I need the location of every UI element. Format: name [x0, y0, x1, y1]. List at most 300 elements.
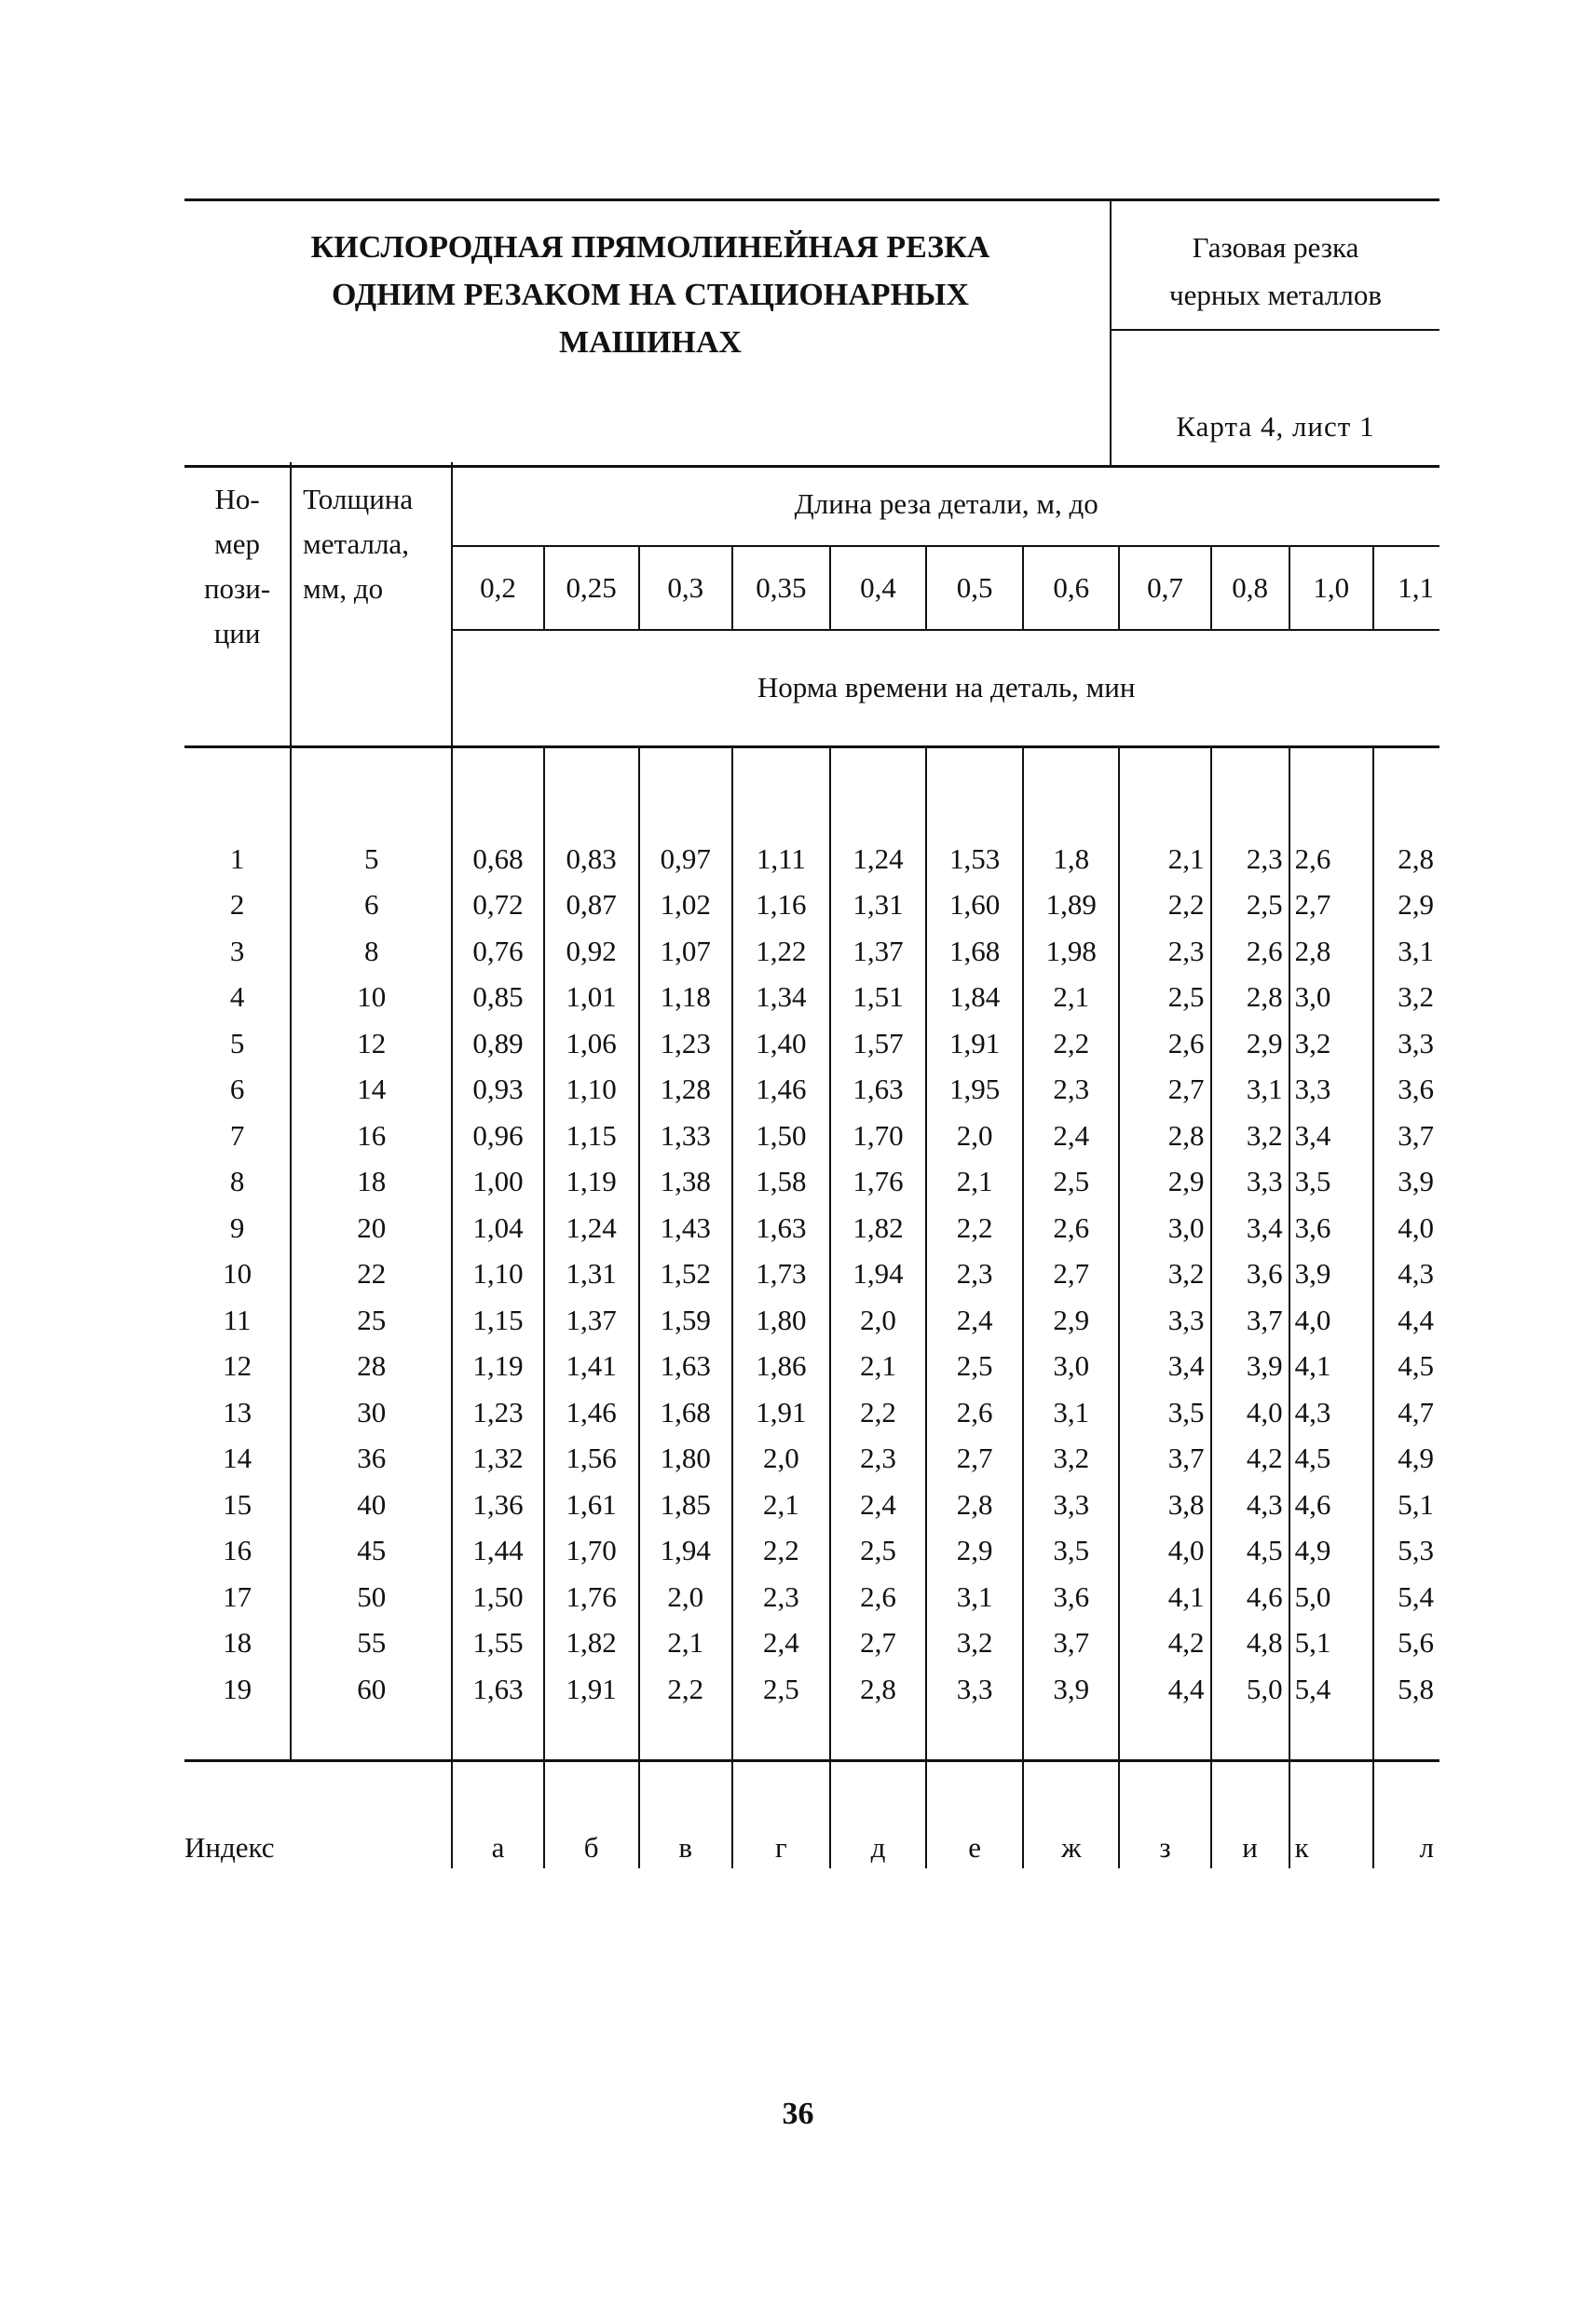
time-value-cell: 1,85	[639, 1482, 732, 1528]
time-value-cell: 2,0	[926, 1113, 1023, 1159]
card-number: Карта 4, лист 1	[1176, 410, 1375, 443]
time-value-cell: 5,1	[1289, 1620, 1373, 1667]
position-cell: 13	[223, 1395, 252, 1428]
time-value-cell: 1,86	[732, 1344, 830, 1390]
time-value-cell: 1,91	[544, 1666, 639, 1713]
time-value-cell: 3,9	[1023, 1666, 1119, 1713]
time-value-cell: 1,52	[639, 1251, 732, 1298]
thickness-cell: 12	[291, 1020, 452, 1067]
time-value-cell: 1,55	[452, 1620, 543, 1667]
time-value-cell: 4,0	[1211, 1389, 1289, 1436]
time-value-cell: 4,1	[1289, 1344, 1373, 1390]
time-value-cell: 1,68	[639, 1389, 732, 1436]
table-row	[184, 1620, 1439, 1667]
index-cell: и	[1211, 1761, 1289, 1869]
time-value-cell: 5,0	[1211, 1666, 1289, 1713]
position-cell: 5	[229, 1026, 245, 1059]
time-value-cell: 3,3	[1211, 1159, 1289, 1206]
time-value-cell: 1,94	[830, 1251, 926, 1298]
time-value-cell: 1,98	[1023, 928, 1119, 975]
thickness-cell: 60	[291, 1666, 452, 1713]
time-value-cell: 4,7	[1373, 1389, 1439, 1436]
time-value-cell: 1,91	[732, 1389, 830, 1436]
index-cell: в	[639, 1761, 732, 1869]
time-value-cell: 0,83	[544, 836, 639, 882]
time-value-cell: 1,56	[544, 1436, 639, 1483]
time-value-cell: 3,7	[1373, 1113, 1439, 1159]
table-row	[184, 1297, 1439, 1344]
time-value-cell: 3,6	[1211, 1251, 1289, 1298]
time-value-cell: 1,95	[926, 1067, 1023, 1114]
time-value-cell: 2,2	[1119, 882, 1210, 929]
length-value: 1,0	[1289, 546, 1373, 630]
time-value-cell: 2,0	[732, 1436, 830, 1483]
position-cell: 8	[229, 1165, 245, 1198]
time-value-cell: 1,70	[544, 1528, 639, 1575]
position-cell: 15	[223, 1487, 252, 1521]
time-value-cell: 1,57	[830, 1020, 926, 1067]
table-row	[184, 1574, 1439, 1620]
time-value-cell: 0,87	[544, 882, 639, 929]
time-value-cell: 2,6	[1023, 1205, 1119, 1251]
time-value-cell: 5,3	[1373, 1528, 1439, 1575]
time-value-cell: 1,94	[639, 1528, 732, 1575]
length-value: 0,3	[639, 546, 732, 630]
time-value-cell: 1,28	[639, 1067, 732, 1114]
time-value-cell: 0,93	[452, 1067, 543, 1114]
time-value-cell: 5,1	[1373, 1482, 1439, 1528]
thickness-cell: 25	[291, 1297, 452, 1344]
length-value: 0,25	[544, 546, 639, 630]
time-value-cell: 2,9	[926, 1528, 1023, 1575]
time-value-cell: 2,4	[830, 1482, 926, 1528]
document-title	[184, 224, 1116, 366]
time-value-cell: 2,8	[1373, 836, 1439, 882]
time-value-cell: 1,23	[452, 1389, 543, 1436]
time-value-cell: 1,38	[639, 1159, 732, 1206]
time-value-cell: 1,40	[732, 1020, 830, 1067]
length-value: 0,2	[452, 546, 543, 630]
time-value-cell: 1,37	[830, 928, 926, 975]
time-value-cell: 3,2	[1211, 1113, 1289, 1159]
time-value-cell: 1,04	[452, 1205, 543, 1251]
time-value-cell: 2,8	[1289, 928, 1373, 975]
time-value-cell: 2,4	[1023, 1113, 1119, 1159]
table-row	[184, 1205, 1439, 1251]
position-cell: 4	[229, 980, 245, 1014]
time-value-cell: 5,0	[1289, 1574, 1373, 1620]
time-value-cell: 1,33	[639, 1113, 732, 1159]
time-value-cell: 1,22	[732, 928, 830, 975]
time-value-cell: 1,63	[639, 1344, 732, 1390]
time-value-cell: 3,3	[1119, 1297, 1210, 1344]
time-value-cell: 1,16	[732, 882, 830, 929]
time-value-cell: 2,1	[1119, 836, 1210, 882]
time-value-cell: 2,5	[830, 1528, 926, 1575]
time-value-cell: 1,31	[544, 1251, 639, 1298]
time-value-cell: 1,8	[1023, 836, 1119, 882]
thickness-column-header	[291, 462, 452, 746]
time-value-cell: 3,0	[1119, 1205, 1210, 1251]
header-rule	[1112, 329, 1439, 331]
length-value: 0,7	[1119, 546, 1210, 630]
time-value-cell: 1,53	[926, 836, 1023, 882]
time-value-cell: 1,63	[732, 1205, 830, 1251]
table-row	[184, 1344, 1439, 1390]
position-cell: 16	[223, 1534, 252, 1567]
time-value-cell: 1,50	[452, 1574, 543, 1620]
time-value-cell: 4,3	[1373, 1251, 1439, 1298]
time-value-cell: 1,61	[544, 1482, 639, 1528]
time-value-cell: 1,19	[452, 1344, 543, 1390]
time-value-cell: 1,80	[732, 1297, 830, 1344]
time-value-cell: 1,46	[732, 1067, 830, 1114]
time-value-cell: 1,46	[544, 1389, 639, 1436]
time-value-cell: 2,1	[1023, 975, 1119, 1021]
time-value-cell: 4,0	[1119, 1528, 1210, 1575]
title-line-1: КИСЛОРОДНАЯ ПРЯМОЛИНЕЙНАЯ РЕЗКА	[310, 230, 990, 265]
thickness-cell: 40	[291, 1482, 452, 1528]
time-value-cell: 0,92	[544, 928, 639, 975]
section-name	[1112, 224, 1439, 319]
index-cell: ж	[1023, 1761, 1119, 1869]
time-value-cell: 4,9	[1289, 1528, 1373, 1575]
position-cell: 1	[229, 841, 245, 875]
time-value-cell: 4,4	[1373, 1297, 1439, 1344]
table-row	[184, 1067, 1439, 1114]
body-spacer-bottom	[184, 1713, 1439, 1761]
time-value-cell: 1,19	[544, 1159, 639, 1206]
time-value-cell: 3,0	[1289, 975, 1373, 1021]
time-value-cell: 3,2	[1373, 975, 1439, 1021]
time-value-cell: 2,2	[926, 1205, 1023, 1251]
time-value-cell: 2,6	[830, 1574, 926, 1620]
time-value-cell: 2,7	[1023, 1251, 1119, 1298]
time-value-cell: 4,3	[1211, 1482, 1289, 1528]
position-header-line-3: пози-	[203, 572, 271, 605]
time-value-cell: 3,9	[1289, 1251, 1373, 1298]
page-number: 36	[782, 2097, 814, 2131]
time-value-cell: 2,7	[830, 1620, 926, 1667]
norm-caption: Норма времени на деталь, мин	[452, 630, 1439, 746]
time-value-cell: 1,84	[926, 975, 1023, 1021]
thickness-cell: 6	[291, 882, 452, 929]
time-value-cell: 0,76	[452, 928, 543, 975]
time-value-cell: 3,8	[1119, 1482, 1210, 1528]
time-value-cell: 1,82	[830, 1205, 926, 1251]
time-value-cell: 2,5	[1023, 1159, 1119, 1206]
thickness-cell: 50	[291, 1574, 452, 1620]
time-value-cell: 4,6	[1211, 1574, 1289, 1620]
time-value-cell: 3,9	[1211, 1344, 1289, 1390]
time-value-cell: 2,9	[1373, 882, 1439, 929]
thickness-cell: 10	[291, 975, 452, 1021]
time-value-cell: 2,8	[1119, 1113, 1210, 1159]
position-cell: 19	[223, 1672, 252, 1705]
time-value-cell: 3,5	[1289, 1159, 1373, 1206]
time-value-cell: 1,37	[544, 1297, 639, 1344]
time-value-cell: 1,41	[544, 1344, 639, 1390]
time-value-cell: 2,5	[1119, 975, 1210, 1021]
time-value-cell: 1,00	[452, 1159, 543, 1206]
time-value-cell: 1,58	[732, 1159, 830, 1206]
table-row	[184, 1666, 1439, 1713]
time-value-cell: 2,4	[926, 1297, 1023, 1344]
time-value-cell: 1,36	[452, 1482, 543, 1528]
time-value-cell: 1,89	[1023, 882, 1119, 929]
time-value-cell: 3,5	[1119, 1389, 1210, 1436]
time-value-cell: 3,4	[1289, 1113, 1373, 1159]
table-row	[184, 1159, 1439, 1206]
time-value-cell: 2,4	[732, 1620, 830, 1667]
time-value-cell: 2,2	[639, 1666, 732, 1713]
time-value-cell: 1,80	[639, 1436, 732, 1483]
index-row	[184, 1761, 1439, 1869]
index-cell: л	[1373, 1761, 1439, 1869]
time-value-cell: 2,1	[639, 1620, 732, 1667]
time-value-cell: 3,3	[926, 1666, 1023, 1713]
time-value-cell: 1,07	[639, 928, 732, 975]
time-value-cell: 5,8	[1373, 1666, 1439, 1713]
thickness-cell: 45	[291, 1528, 452, 1575]
time-value-cell: 2,7	[926, 1436, 1023, 1483]
length-caption: Длина реза детали, м, до	[452, 462, 1439, 546]
position-cell: 17	[223, 1579, 252, 1613]
title-line-3: МАШИНАХ	[559, 325, 742, 360]
table-row	[184, 1528, 1439, 1575]
time-value-cell: 1,24	[544, 1205, 639, 1251]
title-line-2: ОДНИМ РЕЗАКОМ НА СТАЦИОНАРНЫХ	[332, 278, 969, 312]
time-value-cell: 5,4	[1289, 1666, 1373, 1713]
time-value-cell: 3,3	[1289, 1067, 1373, 1114]
time-value-cell: 1,23	[639, 1020, 732, 1067]
time-value-cell: 2,7	[1119, 1067, 1210, 1114]
index-cell: г	[732, 1761, 830, 1869]
time-value-cell: 4,3	[1289, 1389, 1373, 1436]
table-row	[184, 975, 1439, 1021]
time-value-cell: 1,10	[544, 1067, 639, 1114]
time-value-cell: 1,43	[639, 1205, 732, 1251]
time-value-cell: 5,6	[1373, 1620, 1439, 1667]
section-line-1: Газовая резка	[1192, 231, 1359, 264]
time-value-cell: 1,24	[830, 836, 926, 882]
time-value-cell: 3,5	[1023, 1528, 1119, 1575]
thickness-cell: 5	[291, 836, 452, 882]
time-value-cell: 2,7	[1289, 882, 1373, 929]
length-value: 0,8	[1211, 546, 1289, 630]
time-value-cell: 0,85	[452, 975, 543, 1021]
position-cell: 14	[223, 1442, 252, 1475]
index-cell: д	[830, 1761, 926, 1869]
index-cell: а	[452, 1761, 543, 1869]
time-value-cell: 1,51	[830, 975, 926, 1021]
time-value-cell: 1,34	[732, 975, 830, 1021]
table-row	[184, 928, 1439, 975]
time-value-cell: 4,5	[1373, 1344, 1439, 1390]
time-value-cell: 1,59	[639, 1297, 732, 1344]
time-value-cell: 3,4	[1211, 1205, 1289, 1251]
position-cell: 11	[223, 1303, 252, 1336]
length-value: 0,35	[732, 546, 830, 630]
position-cell: 2	[229, 888, 245, 922]
time-value-cell: 2,6	[926, 1389, 1023, 1436]
time-value-cell: 2,0	[639, 1574, 732, 1620]
time-value-cell: 3,2	[1289, 1020, 1373, 1067]
time-value-cell: 2,5	[1211, 882, 1289, 929]
time-value-cell: 4,2	[1119, 1620, 1210, 1667]
table-row	[184, 1251, 1439, 1298]
time-value-cell: 2,2	[1023, 1020, 1119, 1067]
length-value: 0,6	[1023, 546, 1119, 630]
time-value-cell: 1,60	[926, 882, 1023, 929]
time-value-cell: 3,3	[1023, 1482, 1119, 1528]
table-row	[184, 882, 1439, 929]
position-cell: 6	[229, 1073, 245, 1106]
thickness-cell: 55	[291, 1620, 452, 1667]
time-value-cell: 1,06	[544, 1020, 639, 1067]
time-value-cell: 2,9	[1119, 1159, 1210, 1206]
position-header-line-2: мер	[214, 527, 261, 560]
time-value-cell: 2,9	[1211, 1020, 1289, 1067]
time-value-cell: 2,3	[732, 1574, 830, 1620]
time-value-cell: 2,3	[830, 1436, 926, 1483]
time-value-cell: 2,1	[926, 1159, 1023, 1206]
time-value-cell: 5,4	[1373, 1574, 1439, 1620]
time-value-cell: 2,3	[1023, 1067, 1119, 1114]
time-value-cell: 3,6	[1023, 1574, 1119, 1620]
time-value-cell: 3,4	[1119, 1344, 1210, 1390]
thickness-header-line-2: металла,	[303, 527, 409, 560]
table-header-row	[184, 462, 1439, 546]
time-value-cell: 3,2	[926, 1620, 1023, 1667]
position-cell: 18	[223, 1626, 252, 1660]
time-value-cell: 4,8	[1211, 1620, 1289, 1667]
time-value-cell: 3,9	[1373, 1159, 1439, 1206]
time-value-cell: 3,7	[1119, 1436, 1210, 1483]
position-cell: 9	[229, 1210, 245, 1244]
time-value-cell: 2,6	[1211, 928, 1289, 975]
time-value-cell: 1,76	[544, 1574, 639, 1620]
time-value-cell: 2,2	[732, 1528, 830, 1575]
time-value-cell: 0,72	[452, 882, 543, 929]
time-value-cell: 0,97	[639, 836, 732, 882]
section-line-2: черных металлов	[1169, 279, 1382, 311]
card-header	[184, 198, 1439, 468]
time-value-cell: 1,10	[452, 1251, 543, 1298]
time-value-cell: 3,6	[1289, 1205, 1373, 1251]
table-body	[184, 836, 1439, 1713]
time-value-cell: 1,73	[732, 1251, 830, 1298]
time-value-cell: 4,4	[1119, 1666, 1210, 1713]
time-value-cell: 3,2	[1023, 1436, 1119, 1483]
index-label: Индекс	[184, 1761, 452, 1869]
time-value-cell: 4,1	[1119, 1574, 1210, 1620]
time-value-cell: 2,3	[1119, 928, 1210, 975]
body-spacer-top	[184, 746, 1439, 836]
thickness-cell: 18	[291, 1159, 452, 1206]
time-value-cell: 3,0	[1023, 1344, 1119, 1390]
index-cell: к	[1289, 1761, 1373, 1869]
time-value-cell: 4,5	[1289, 1436, 1373, 1483]
thickness-cell: 22	[291, 1251, 452, 1298]
table-row	[184, 1436, 1439, 1483]
thickness-header-line-3: мм, до	[303, 572, 384, 605]
position-cell: 10	[223, 1257, 252, 1291]
time-value-cell: 2,6	[1289, 836, 1373, 882]
thickness-header-line-1: Толщина	[303, 483, 414, 515]
thickness-cell: 36	[291, 1436, 452, 1483]
position-header-line-1: Но-	[214, 483, 260, 515]
time-value-cell: 2,2	[830, 1389, 926, 1436]
thickness-cell: 28	[291, 1344, 452, 1390]
index-cell: з	[1119, 1761, 1210, 1869]
time-value-cell: 2,5	[926, 1344, 1023, 1390]
time-value-cell: 1,91	[926, 1020, 1023, 1067]
thickness-cell: 20	[291, 1205, 452, 1251]
time-value-cell: 0,68	[452, 836, 543, 882]
table-row	[184, 1389, 1439, 1436]
time-value-cell: 3,1	[926, 1574, 1023, 1620]
table-row	[184, 1113, 1439, 1159]
length-value: 0,5	[926, 546, 1023, 630]
time-value-cell: 4,5	[1211, 1528, 1289, 1575]
time-value-cell: 1,44	[452, 1528, 543, 1575]
time-value-cell: 2,8	[1211, 975, 1289, 1021]
time-value-cell: 4,0	[1373, 1205, 1439, 1251]
time-norms-table	[184, 462, 1439, 1868]
time-value-cell: 1,11	[732, 836, 830, 882]
time-value-cell: 2,0	[830, 1297, 926, 1344]
position-cell: 3	[229, 934, 245, 967]
position-column-header	[184, 462, 291, 746]
time-value-cell: 1,76	[830, 1159, 926, 1206]
time-value-cell: 2,1	[732, 1482, 830, 1528]
thickness-cell: 8	[291, 928, 452, 975]
time-value-cell: 1,15	[452, 1297, 543, 1344]
time-value-cell: 4,2	[1211, 1436, 1289, 1483]
table-row	[184, 836, 1439, 882]
length-value: 1,1	[1373, 546, 1439, 630]
time-value-cell: 1,15	[544, 1113, 639, 1159]
time-value-cell: 2,9	[1023, 1297, 1119, 1344]
thickness-cell: 16	[291, 1113, 452, 1159]
time-value-cell: 3,2	[1119, 1251, 1210, 1298]
index-cell: б	[544, 1761, 639, 1869]
time-value-cell: 2,3	[926, 1251, 1023, 1298]
length-value: 0,4	[830, 546, 926, 630]
time-value-cell: 3,7	[1023, 1620, 1119, 1667]
time-value-cell: 1,63	[830, 1067, 926, 1114]
time-value-cell: 1,18	[639, 975, 732, 1021]
time-value-cell: 2,5	[732, 1666, 830, 1713]
time-value-cell: 4,0	[1289, 1297, 1373, 1344]
time-value-cell: 3,7	[1211, 1297, 1289, 1344]
time-value-cell: 3,1	[1211, 1067, 1289, 1114]
time-value-cell: 1,02	[639, 882, 732, 929]
time-value-cell: 1,50	[732, 1113, 830, 1159]
table-row	[184, 1020, 1439, 1067]
table-row	[184, 1482, 1439, 1528]
index-cell: е	[926, 1761, 1023, 1869]
time-value-cell: 2,8	[830, 1666, 926, 1713]
time-value-cell: 1,32	[452, 1436, 543, 1483]
time-value-cell: 3,1	[1373, 928, 1439, 975]
time-value-cell: 0,96	[452, 1113, 543, 1159]
time-value-cell: 4,9	[1373, 1436, 1439, 1483]
time-value-cell: 3,6	[1373, 1067, 1439, 1114]
position-header-line-4: ции	[213, 617, 261, 649]
time-value-cell: 1,31	[830, 882, 926, 929]
